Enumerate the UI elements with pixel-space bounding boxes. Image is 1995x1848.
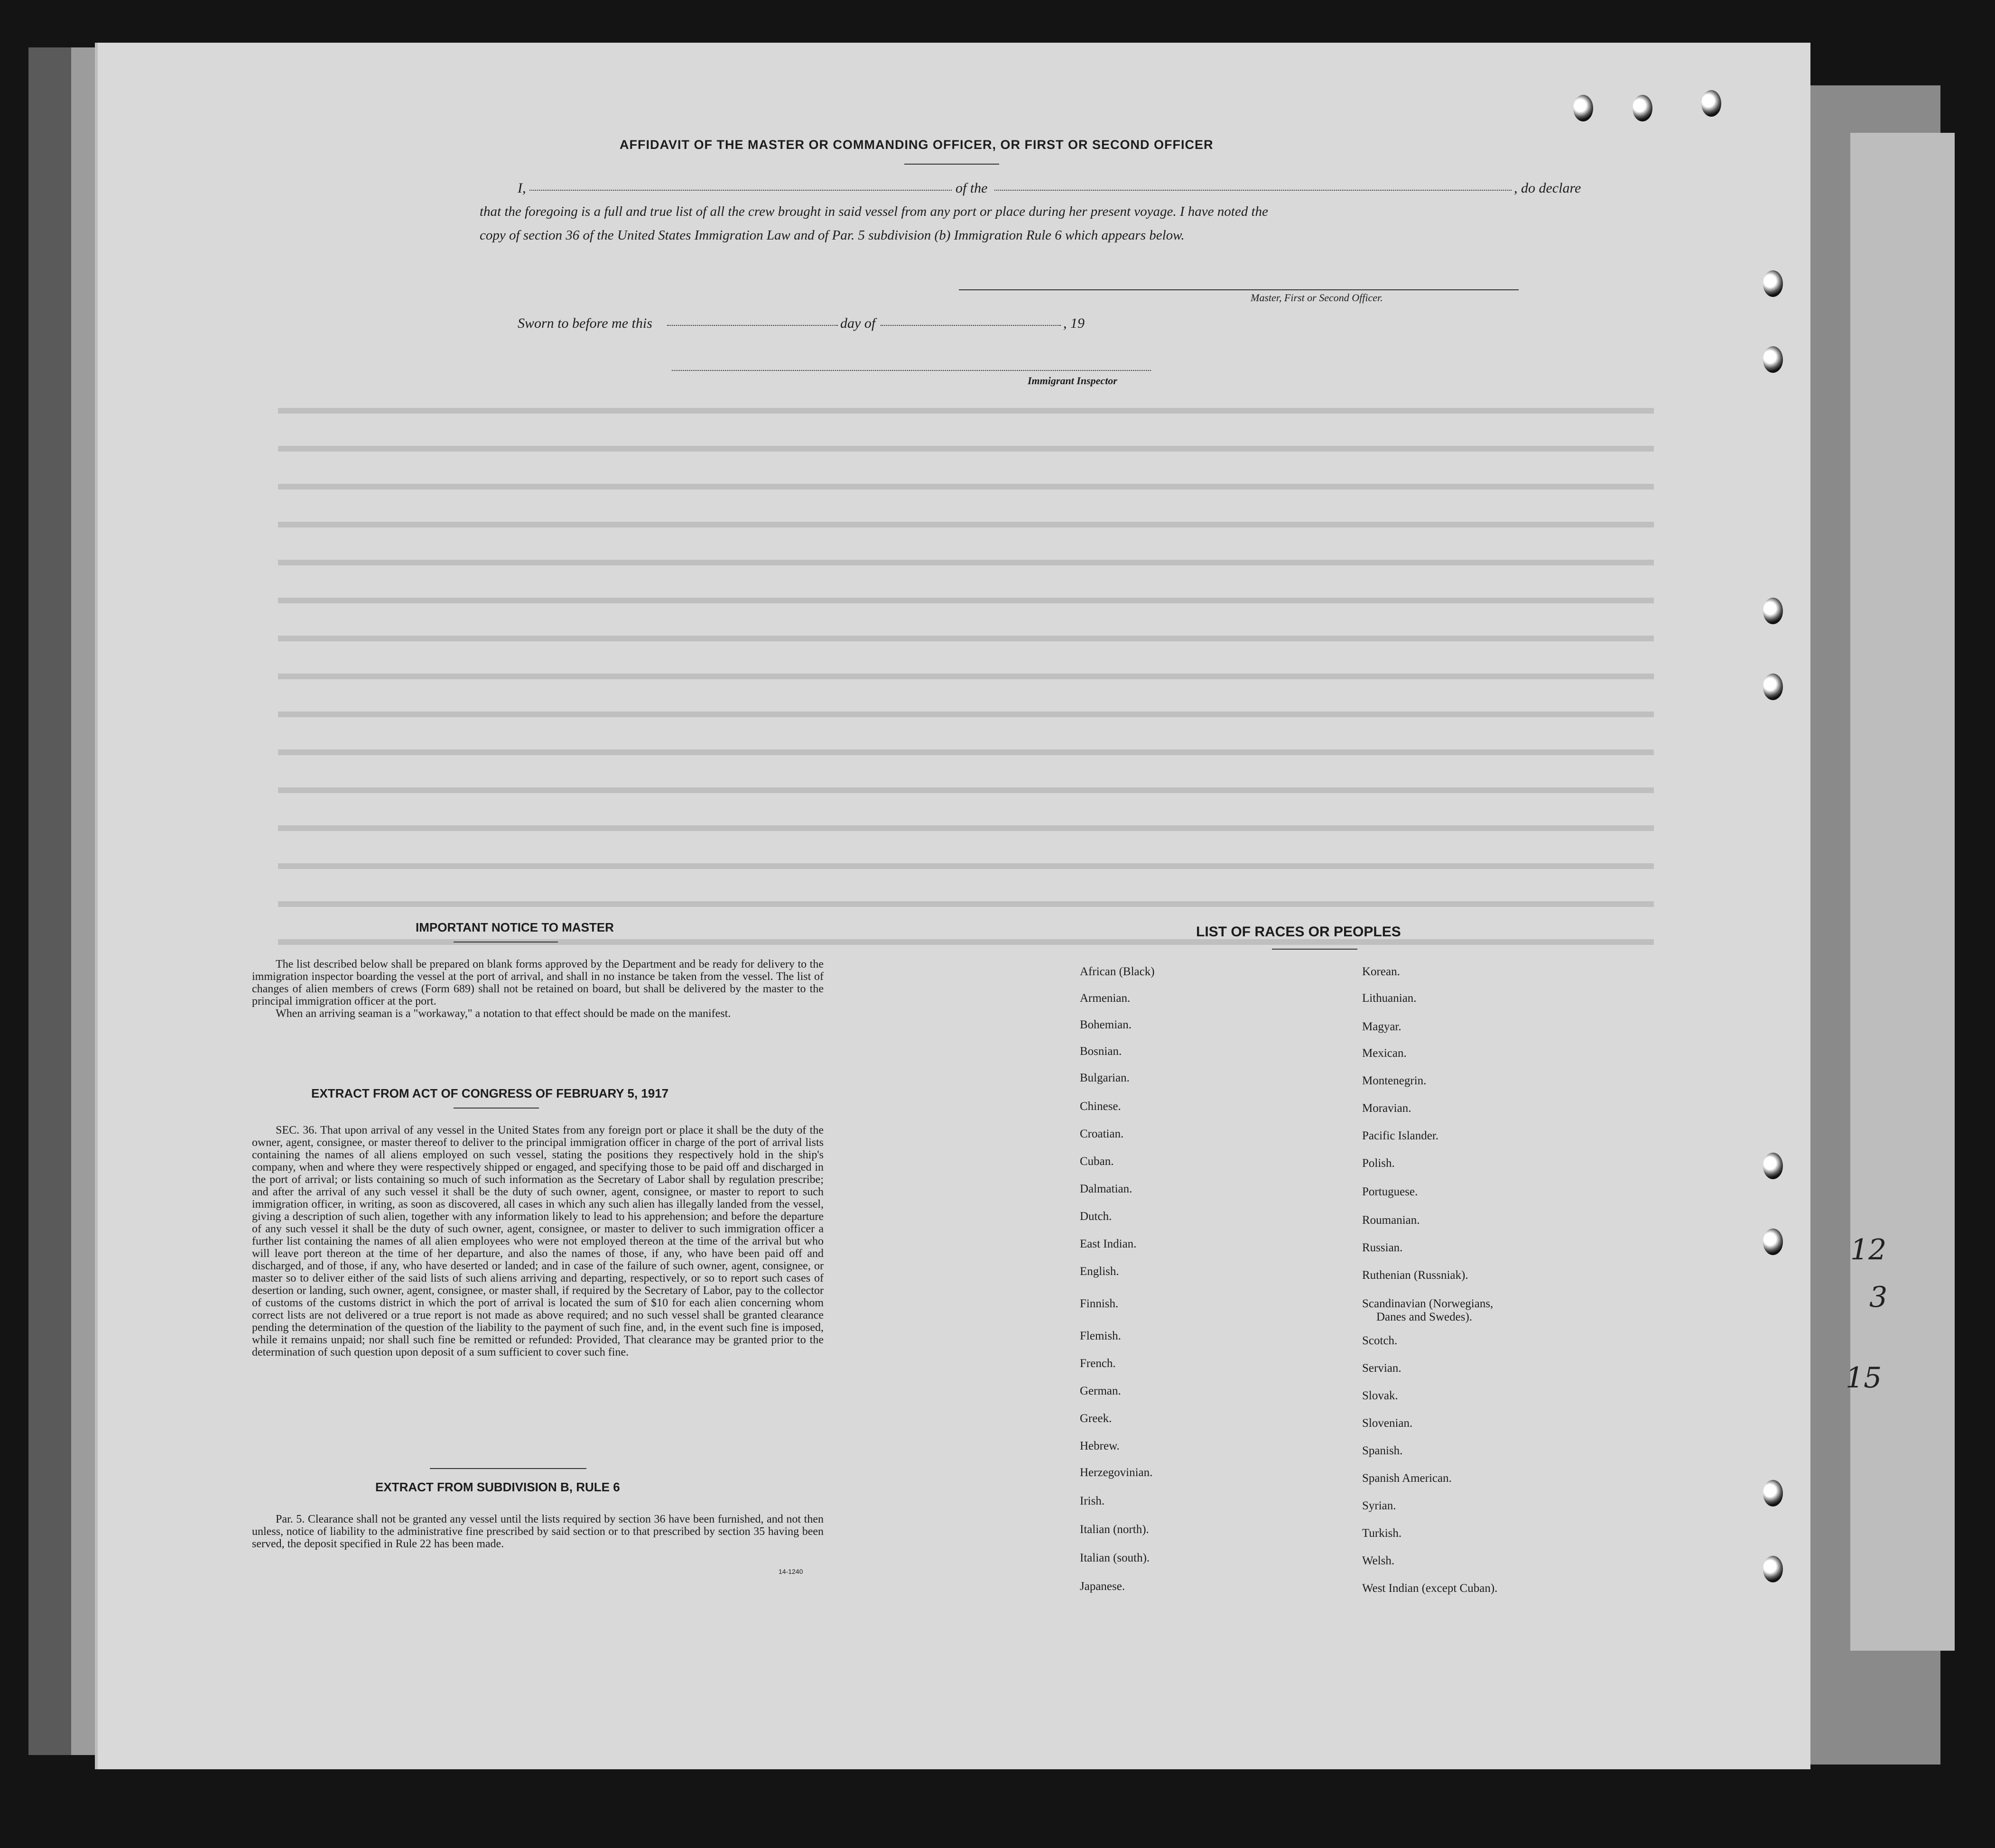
affidavit-of-the-label: of the [956, 180, 988, 196]
race-item: Polish. [1362, 1157, 1395, 1170]
race-item: Roumanian. [1362, 1214, 1420, 1227]
extract-rule-body: Par. 5. Clearance shall not be granted any vessel until the lists required by section 36 have been furnished, and not then unless, notice of liability to the administrative fine prescribed by said section or to that prescribed by section 35 having been served, the deposit specified in Rule 22 has been made. [252, 1513, 824, 1550]
races-title: LIST OF RACES OR PEOPLES [1196, 924, 1401, 940]
notice-text-2: When an arriving seaman is a "workaway," a notation to that effect should be made on the manifest. [276, 1007, 731, 1020]
race-item: Bohemian. [1080, 1018, 1132, 1031]
race-item: Dutch. [1080, 1210, 1112, 1223]
race-item: Turkish. [1362, 1527, 1402, 1540]
race-item: Armenian. [1080, 992, 1131, 1005]
bleed-through-row [278, 560, 1654, 565]
race-item: Montenegrin. [1362, 1074, 1427, 1087]
extract-separator [430, 1468, 586, 1469]
inspector-caption: Immigrant Inspector [1028, 375, 1117, 387]
race-item: Japanese. [1080, 1580, 1125, 1593]
extract-rule-title: EXTRACT FROM SUBDIVISION B, RULE 6 [375, 1480, 620, 1494]
notice-title: IMPORTANT NOTICE TO MASTER [416, 920, 614, 934]
extract-act-body: SEC. 36. That upon arrival of any vessel in the United States from any foreign port or place it shall be the duty of the owner, agent, consignee, or master thereof to deliver to the principal immigration officer in charge of the port of arrival lists containing the names of all aliens employed on such vessel, stating the positions they respectively hold in the ship's company, when and where they were respectively shipped or engaged, and specifying those to be paid off and discharged in the port of arrival; or lists containing so much of such information as the Secretary of Labor shall by regulation prescribe; and after the arrival of any such vessel it shall be the duty of such owner, agent, consignee, or master to report to such immigration officer, in writing, as soon as discovered, all cases in which any such alien has illegally landed from the vessel, giving a description of such alien, together with any information likely to lead to his apprehension; and before the departure of any such vessel it shall be the duty of such owner, agent, consignee, or master to deliver to such immigration officer a further list containing the names of all alien employees who were not employed thereon at the time of the arrival but who will leave port thereon at the time of her departure, and also the names of those, if any, who have been paid off and discharged, and of those, if any, who have deserted or landed; and in case of the failure of such owner, agent, consignee, or master so to deliver either of the said lists of such aliens arriving and departing, respectively, or so to report such cases of desertion or landing, such owner, agent, consignee, or master shall, if required by the Secretary of Labor, pay to the collector of customs of the customs district in which the port of arrival is located the sum of $10 for each alien concerning whom correct lists are not delivered or a true report is not made as above required; and no such vessel shall be granted clearance pending the determination of the question of the liability to the payment of such fine, and, in the event such fine is imposed, while it remains unpaid; nor shall such fine be remitted or refunded: Provided, That clearance may be granted prior to the determination of such question upon deposit of a sum sufficient to cover such fine. [252, 1124, 824, 1358]
master-caption: Master, First or Second Officer. [1251, 292, 1383, 304]
race-item: Italian (north). [1080, 1523, 1149, 1536]
race-item: Herzegovinian. [1080, 1466, 1153, 1479]
race-item: Bosnian. [1080, 1045, 1122, 1058]
affidavit-title: AFFIDAVIT OF THE MASTER OR COMMANDING OFFICER, OR FIRST OR SECOND OFFICER [620, 138, 1214, 152]
race-item: Scotch. [1362, 1334, 1398, 1347]
punch-hole [1763, 1153, 1783, 1179]
handwritten-note: 15 [1846, 1361, 1882, 1395]
race-item: Flemish. [1080, 1330, 1121, 1342]
notice-paragraph [252, 958, 824, 1020]
punch-hole [1763, 270, 1783, 297]
race-item: Hebrew. [1080, 1440, 1120, 1452]
race-item: Welsh. [1362, 1554, 1395, 1567]
race-item: Chinese. [1080, 1100, 1121, 1113]
punch-hole [1573, 95, 1593, 121]
race-item: Bulgarian. [1080, 1072, 1130, 1084]
bleed-through-row [278, 711, 1654, 717]
punch-hole [1763, 346, 1783, 373]
affidavit-do-declare: , do declare [1514, 180, 1581, 196]
bleed-through-row [278, 825, 1654, 831]
title-underline [904, 164, 999, 165]
race-item: Italian (south). [1080, 1552, 1150, 1564]
race-item: Russian. [1362, 1241, 1403, 1254]
underlying-sheet-edge [1850, 133, 1955, 1651]
bleed-through-row [278, 863, 1654, 869]
race-item: Spanish American. [1362, 1472, 1452, 1485]
race-item: French. [1080, 1357, 1116, 1370]
race-item: Slovenian. [1362, 1417, 1413, 1430]
race-item: English. [1080, 1265, 1119, 1278]
race-item: West Indian (except Cuban). [1362, 1582, 1498, 1595]
document-page [95, 43, 1810, 1769]
affidavit-line-3: copy of section 36 of the United States Immigration Law and of Par. 5 subdivision (b) Immigration Rule 6 which appears below. [480, 228, 1185, 243]
race-item: Korean. [1362, 965, 1400, 978]
bleed-through-row [278, 901, 1654, 907]
form-number: 14-1240 [779, 1568, 803, 1575]
race-item: Magyar. [1362, 1020, 1401, 1033]
bleed-through-row [278, 522, 1654, 527]
race-item: Lithuanian. [1362, 992, 1417, 1005]
race-item: Danes and Swedes). [1376, 1311, 1473, 1323]
bleed-through-row [278, 636, 1654, 641]
races-title-underline [1272, 949, 1357, 950]
extract-act-title: EXTRACT FROM ACT OF CONGRESS OF FEBRUARY 5, 1917 [311, 1086, 669, 1100]
affidavit-i-label: I, [518, 180, 526, 196]
race-item: Moravian. [1362, 1102, 1411, 1115]
notice-text-1: The list described below shall be prepared on blank forms approved by the Department and be ready for delivery to the immigration inspector boarding the vessel at the port of arrival, and shall in no instance be taken from the vessel. The list of changes of alien members of crews (Form 689) shall not be retained on board, but shall be delivered by the master to the principal immigration officer at the port. [252, 958, 824, 1007]
bleed-through-row [278, 598, 1654, 603]
sworn-day-field-line[interactable] [667, 325, 838, 326]
race-item: Finnish. [1080, 1297, 1119, 1310]
extract-act-underline [454, 1108, 539, 1109]
race-item: Servian. [1362, 1362, 1401, 1375]
race-item: Ruthenian (Russniak). [1362, 1269, 1468, 1282]
handwritten-note: 12 [1850, 1233, 1887, 1266]
race-item: Mexican. [1362, 1047, 1407, 1060]
race-item: Scandinavian (Norwegians, [1362, 1297, 1494, 1310]
bleed-through-row [278, 446, 1654, 452]
name-field-line[interactable] [529, 190, 952, 191]
race-item: East Indian. [1080, 1238, 1137, 1250]
race-item: Croatian. [1080, 1127, 1124, 1140]
race-item: Pacific Islander. [1362, 1129, 1439, 1142]
race-item: African (Black) [1080, 965, 1155, 978]
day-of-label: day of [840, 315, 876, 331]
race-item: Greek. [1080, 1412, 1112, 1425]
punch-hole [1763, 1556, 1783, 1582]
race-item: Slovak. [1362, 1389, 1398, 1402]
year-label: , 19 [1063, 315, 1085, 331]
race-item: Syrian. [1362, 1499, 1396, 1512]
bleed-through-row [278, 749, 1654, 755]
punch-hole [1763, 674, 1783, 700]
inspector-signature-line[interactable] [672, 370, 1151, 371]
race-item: Dalmatian. [1080, 1183, 1132, 1195]
bleed-through-row [278, 408, 1654, 414]
sworn-label: Sworn to before me this [518, 315, 652, 331]
race-item: Portuguese. [1362, 1185, 1418, 1198]
bleed-through-row [278, 484, 1654, 490]
punch-hole [1701, 90, 1721, 117]
punch-hole [1763, 1480, 1783, 1506]
affidavit-line-2: that the foregoing is a full and true list of all the crew brought in said vessel from any port or place during her present voyage. I have noted the [480, 204, 1268, 219]
punch-hole [1633, 95, 1652, 121]
handwritten-note: 3 [1869, 1281, 1888, 1314]
master-signature-line[interactable] [959, 289, 1519, 290]
punch-hole [1763, 598, 1783, 624]
vessel-field-line[interactable] [994, 190, 1512, 191]
bleed-through-row [278, 674, 1654, 679]
race-item: German. [1080, 1385, 1121, 1397]
race-item: Spanish. [1362, 1444, 1403, 1457]
race-item: Irish. [1080, 1495, 1105, 1507]
bleed-through-row [278, 787, 1654, 793]
race-item: Cuban. [1080, 1155, 1114, 1168]
punch-hole [1763, 1229, 1783, 1255]
binding-left-inner [71, 47, 97, 1755]
sworn-month-field-line[interactable] [881, 325, 1061, 326]
